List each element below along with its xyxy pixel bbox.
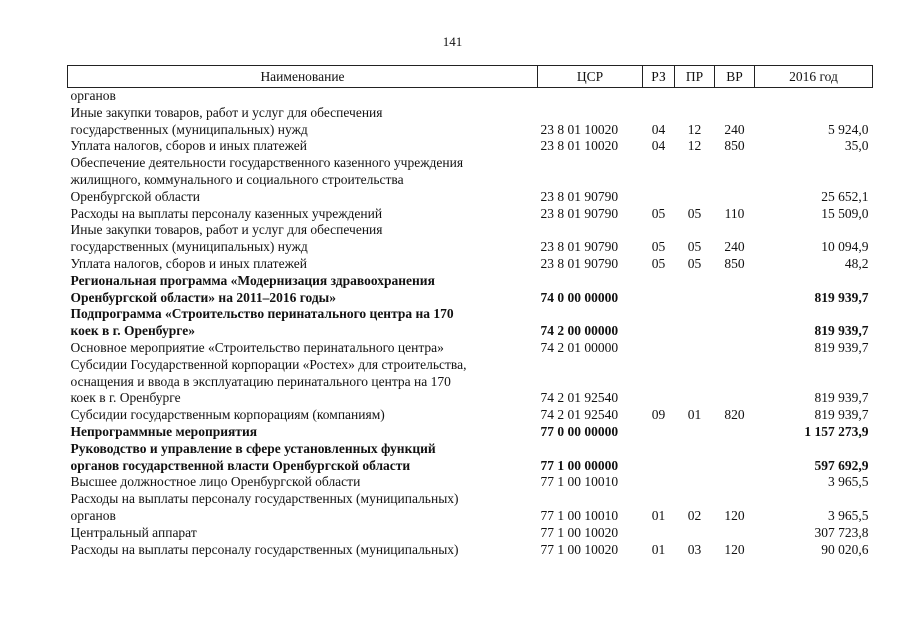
cell-vr [715,306,755,340]
table-header [68,66,873,88]
cell-name-line: Основное мероприятие «Строительство перинатального центра» [70,339,444,355]
cell-name [68,357,538,407]
budget-table-container [67,65,872,558]
cell-vr [715,88,755,105]
table-body [68,88,873,559]
cell-sum: 1 157 273,9 [804,423,869,439]
cell-csr: 77 0 00 00000 [540,423,619,439]
cell-csr: 77 1 00 10020 [540,541,619,557]
table-row [68,256,873,273]
table-row [68,340,873,357]
cell-pr: 01 [687,407,702,423]
cell-rz: 05 [651,205,666,221]
cell-name-line: Субсидии Государственной корпорации «Ростех» для строительства, [70,356,467,372]
cell-csr: 23 8 01 90790 [540,188,619,204]
cell-name [68,491,538,525]
table-row [68,474,873,491]
cell-rz: 05 [651,255,666,271]
cell-csr: 23 8 01 10020 [540,121,619,137]
cell-rz: 05 [651,239,666,255]
cell-vr [715,340,755,357]
header-vr: ВР [715,66,755,88]
cell-csr: 77 1 00 10010 [540,474,619,490]
cell-name-line: Центральный аппарат [70,524,197,540]
cell-rz: 01 [651,541,666,557]
cell-csr: 23 8 01 90790 [540,239,619,255]
header-pr: ПР [675,66,715,88]
table-row [68,206,873,223]
table-row [68,525,873,542]
cell-sum: 3 965,5 [828,474,869,490]
cell-rz [643,88,675,105]
page-number: 141 [442,34,463,49]
cell-pr [675,155,715,205]
cell-name [68,340,538,357]
cell-name-line: Иные закупки товаров, работ и услуг для обеспечения [70,104,383,120]
cell-rz [643,357,675,407]
cell-sum [755,88,873,105]
cell-sum: 3 965,5 [828,507,869,523]
cell-csr: 23 8 01 90790 [540,255,619,271]
table-row [68,222,873,256]
cell-name-line: Иные закупки товаров, работ и услуг для обеспечения [70,222,383,238]
cell-rz [643,441,675,475]
cell-sum: 90 020,6 [821,541,869,557]
cell-name-line: Расходы на выплаты персоналу государственных (муниципальных) [70,491,459,507]
cell-sum: 48,2 [844,255,869,271]
cell-rz [643,155,675,205]
cell-name [68,273,538,307]
cell-name [68,155,538,205]
cell-csr: 74 2 01 00000 [540,339,619,355]
cell-vr: 850 [724,255,745,271]
cell-pr [675,340,715,357]
cell-pr [675,474,715,491]
cell-name-line: органов государственной власти Оренбургской области [70,457,411,473]
cell-pr: 03 [687,541,702,557]
cell-pr: 02 [687,507,702,523]
table-row [68,138,873,155]
cell-csr: 23 8 01 90790 [540,205,619,221]
cell-vr: 110 [724,205,745,221]
cell-rz [643,273,675,307]
table-row [68,306,873,340]
cell-rz [643,340,675,357]
cell-sum: 819 939,7 [814,407,869,423]
cell-sum: 819 939,7 [814,339,869,355]
cell-pr: 05 [687,255,702,271]
cell-vr [715,474,755,491]
cell-name-line: Высшее должностное лицо Оренбургской области [70,474,361,490]
cell-name-line: Обеспечение деятельности государственного казенного учреждения [70,155,464,171]
table-row [68,273,873,307]
cell-name [68,88,538,105]
cell-name-line: жилищного, коммунального и социального строительства [70,171,404,187]
table-row [68,441,873,475]
cell-pr [675,88,715,105]
cell-pr [675,441,715,475]
table-row [68,88,873,105]
cell-pr: 12 [687,138,702,154]
header-year: 2016 год [755,66,873,88]
cell-sum: 25 652,1 [821,188,869,204]
cell-vr: 240 [724,121,745,137]
cell-name-line: Уплата налогов, сборов и иных платежей [70,255,307,271]
cell-sum: 35,0 [844,138,869,154]
cell-pr [675,306,715,340]
cell-sum: 307 723,8 [814,524,869,540]
cell-vr: 120 [724,507,745,523]
cell-pr [675,525,715,542]
cell-vr: 120 [724,541,745,557]
cell-name [68,222,538,256]
cell-vr [715,525,755,542]
cell-pr [675,273,715,307]
cell-vr [715,441,755,475]
cell-vr: 820 [724,407,745,423]
cell-name-line: Уплата налогов, сборов и иных платежей [70,138,307,154]
cell-vr [715,273,755,307]
cell-csr: 74 0 00 00000 [540,289,619,305]
cell-name [68,525,538,542]
cell-rz: 04 [651,138,666,154]
cell-pr [675,357,715,407]
table-row [68,542,873,559]
table-row [68,155,873,205]
cell-name-line: органов [70,88,116,103]
cell-csr: 23 8 01 10020 [540,138,619,154]
cell-name-line: Региональная программа «Модернизация здравоохранения [70,272,435,288]
cell-name-line: Подпрограмма «Строительство перинатального центра на 170 [70,306,454,322]
table-row [68,105,873,139]
cell-name-line: Оренбургской области» на 2011–2016 годы» [70,289,336,305]
cell-name-line: государственных (муниципальных) нужд [70,239,308,255]
cell-sum: 819 939,7 [814,390,869,406]
cell-name [68,407,538,424]
cell-pr: 12 [687,121,702,137]
cell-vr [715,155,755,205]
cell-csr: 77 1 00 10020 [540,524,619,540]
cell-rz [643,474,675,491]
cell-pr [675,424,715,441]
cell-csr: 77 1 00 10010 [540,507,619,523]
cell-rz [643,525,675,542]
cell-vr [715,424,755,441]
cell-vr: 240 [724,239,745,255]
cell-name-line: государственных (муниципальных) нужд [70,121,308,137]
cell-sum: 10 094,9 [821,239,869,255]
header-name: Наименование [68,66,538,88]
cell-name-line: оснащения и ввода в эксплуатацию перинатального центра на 170 [70,373,451,389]
cell-csr [538,88,643,105]
table-row [68,357,873,407]
cell-name [68,256,538,273]
cell-rz [643,424,675,441]
cell-name [68,474,538,491]
cell-rz: 04 [651,121,666,137]
cell-name [68,441,538,475]
cell-rz: 01 [651,507,666,523]
cell-name-line: коек в г. Оренбурге [70,390,181,406]
cell-rz [643,306,675,340]
cell-csr: 74 2 01 92540 [540,407,619,423]
cell-name-line: Расходы на выплаты персоналу казенных учреждений [70,205,383,221]
cell-name-line: коек в г. Оренбурге» [70,323,195,339]
cell-name [68,105,538,139]
cell-sum: 5 924,0 [828,121,869,137]
cell-rz: 09 [651,407,666,423]
cell-name [68,206,538,223]
cell-sum: 597 692,9 [814,457,869,473]
cell-name [68,424,538,441]
cell-name-line: Субсидии государственным корпорациям (компаниям) [70,407,385,423]
budget-table [67,65,873,558]
cell-name [68,306,538,340]
cell-csr: 74 2 01 92540 [540,390,619,406]
header-rz: РЗ [643,66,675,88]
header-row [68,66,873,88]
cell-sum: 15 509,0 [821,205,869,221]
cell-name-line: Расходы на выплаты персоналу государственных (муниципальных) [70,541,459,557]
table-row [68,407,873,424]
table-row [68,424,873,441]
cell-vr [715,357,755,407]
cell-csr: 74 2 00 00000 [540,323,619,339]
cell-name-line: органов [70,507,116,523]
header-csr: ЦСР [538,66,643,88]
cell-name [68,542,538,559]
cell-name-line: Непрограммные мероприятия [70,423,258,439]
table-row [68,491,873,525]
cell-name [68,138,538,155]
cell-name-line: Руководство и управление в сфере установленных функций [70,440,436,456]
cell-vr: 850 [724,138,745,154]
cell-csr: 77 1 00 00000 [540,457,619,473]
cell-sum: 819 939,7 [814,289,869,305]
cell-pr: 05 [687,205,702,221]
cell-sum: 819 939,7 [814,323,869,339]
cell-name-line: Оренбургской области [70,188,200,204]
cell-pr: 05 [687,239,702,255]
